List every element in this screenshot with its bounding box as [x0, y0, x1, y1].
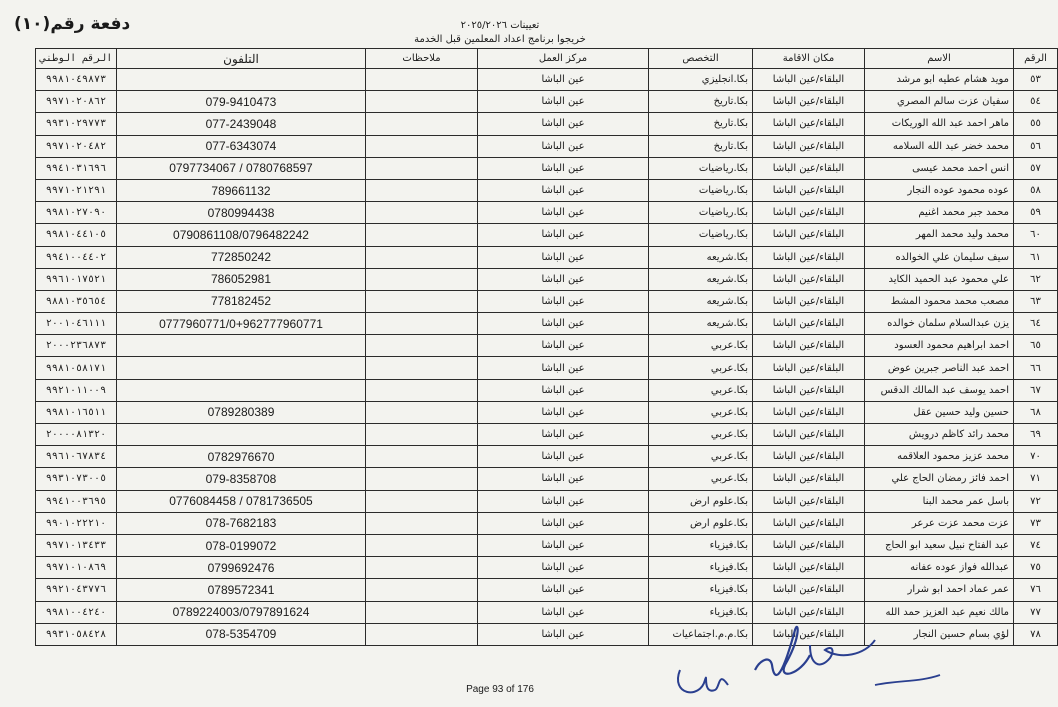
residence-cell: البلقاء/عين الباشا	[753, 246, 865, 268]
col-specialty: التخصص	[649, 49, 753, 69]
notes-cell	[366, 290, 478, 312]
residence-cell: البلقاء/عين الباشا	[753, 601, 865, 623]
table-row	[36, 512, 1058, 534]
table-row	[36, 157, 1058, 179]
workplace-cell: عين الباشا	[478, 246, 649, 268]
workplace-cell: عين الباشا	[478, 601, 649, 623]
specialty-cell: بكا.تاريخ	[649, 113, 753, 135]
residence-cell: البلقاء/عين الباشا	[753, 379, 865, 401]
residence-cell: البلقاء/عين الباشا	[753, 313, 865, 335]
national-id-cell: ٩٩٢١٠٤٣٧٧٦	[36, 579, 117, 601]
phone-cell	[117, 357, 366, 379]
number-cell: ٦٩	[1014, 424, 1058, 446]
name-cell: محمد وليد محمد المهر	[865, 224, 1014, 246]
specialty-cell: بكا.شريعه	[649, 246, 753, 268]
phone-cell: 772850242	[117, 246, 366, 268]
workplace-cell: عين الباشا	[478, 468, 649, 490]
phone-cell: 0797734067 / 0780768597	[117, 157, 366, 179]
residence-cell: البلقاء/عين الباشا	[753, 468, 865, 490]
national-id-cell: ٩٩٧١٠٢١٢٩١	[36, 179, 117, 201]
phone-cell: 778182452	[117, 290, 366, 312]
notes-cell	[366, 202, 478, 224]
table-row	[36, 424, 1058, 446]
notes-cell	[366, 157, 478, 179]
national-id-cell: ٩٩٧١٠٢٠٤٨٢	[36, 135, 117, 157]
notes-cell	[366, 557, 478, 579]
col-number: الرقم	[1014, 49, 1058, 69]
workplace-cell: عين الباشا	[478, 579, 649, 601]
phone-cell: 0780994438	[117, 202, 366, 224]
number-cell: ٦٦	[1014, 357, 1058, 379]
specialty-cell: بكا.علوم ارض	[649, 512, 753, 534]
table-row	[36, 290, 1058, 312]
residence-cell: البلقاء/عين الباشا	[753, 202, 865, 224]
phone-cell: 079-9410473	[117, 91, 366, 113]
number-cell: ٦٨	[1014, 401, 1058, 423]
national-id-cell: ٩٩٨١٠٤٤١٠٥	[36, 224, 117, 246]
workplace-cell: عين الباشا	[478, 335, 649, 357]
national-id-cell: ٢٠٠٠٠٨١٣٢٠	[36, 424, 117, 446]
col-residence: مكان الاقامة	[753, 49, 865, 69]
residence-cell: البلقاء/عين الباشا	[753, 224, 865, 246]
workplace-cell: عين الباشا	[478, 135, 649, 157]
national-id-cell: ٩٩٧١٠٢٠٨٦٢	[36, 91, 117, 113]
number-cell: ٦٧	[1014, 379, 1058, 401]
national-id-cell: ٩٩٣١٠٥٨٤٢٨	[36, 623, 117, 645]
name-cell: محمد خضر عبد الله السلامه	[865, 135, 1014, 157]
notes-cell	[366, 113, 478, 135]
document-heading-line1: تعيينات ٢٠٢٥/٢٠٢٦	[460, 20, 540, 31]
specialty-cell: بكا.م.م.اجتماعيات	[649, 623, 753, 645]
notes-cell	[366, 446, 478, 468]
table-row	[36, 268, 1058, 290]
number-cell: ٧٨	[1014, 623, 1058, 645]
notes-cell	[366, 224, 478, 246]
name-cell: لؤي بسام حسين النجار	[865, 623, 1014, 645]
name-cell: علي محمود عبد الحميد الكايد	[865, 268, 1014, 290]
residence-cell: البلقاء/عين الباشا	[753, 69, 865, 91]
phone-cell: 078-5354709	[117, 623, 366, 645]
residence-cell: البلقاء/عين الباشا	[753, 290, 865, 312]
number-cell: ٦٠	[1014, 224, 1058, 246]
appointments-table	[35, 48, 1058, 646]
national-id-cell: ٩٩٨١٠٥٨١٧١	[36, 357, 117, 379]
notes-cell	[366, 579, 478, 601]
residence-cell: البلقاء/عين الباشا	[753, 512, 865, 534]
table-row	[36, 91, 1058, 113]
specialty-cell: بكا.عربي	[649, 446, 753, 468]
table-row	[36, 579, 1058, 601]
number-cell: ٧٣	[1014, 512, 1058, 534]
name-cell: مويد هشام عطيه ابو مرشد	[865, 69, 1014, 91]
notes-cell	[366, 179, 478, 201]
table-row	[36, 446, 1058, 468]
national-id-cell: ٩٩٨١٠١٦٥١١	[36, 401, 117, 423]
notes-cell	[366, 135, 478, 157]
number-cell: ٧١	[1014, 468, 1058, 490]
phone-cell: 789661132	[117, 179, 366, 201]
national-id-cell: ٩٩٤١٠٠٤٤٠٢	[36, 246, 117, 268]
name-cell: عبد الفتاح نبيل سعيد ابو الحاج	[865, 534, 1014, 556]
number-cell: ٥٤	[1014, 91, 1058, 113]
table-row	[36, 202, 1058, 224]
residence-cell: البلقاء/عين الباشا	[753, 534, 865, 556]
phone-cell	[117, 424, 366, 446]
table-body	[36, 69, 1058, 646]
residence-cell: البلقاء/عين الباشا	[753, 424, 865, 446]
workplace-cell: عين الباشا	[478, 113, 649, 135]
table-row	[36, 246, 1058, 268]
col-national-id: الرقم الوطني	[36, 49, 117, 69]
notes-cell	[366, 379, 478, 401]
national-id-cell: ٩٩٨١٠٠٤٢٤٠	[36, 601, 117, 623]
table-row	[36, 135, 1058, 157]
number-cell: ٥٩	[1014, 202, 1058, 224]
name-cell: احمد ابراهيم محمود العسود	[865, 335, 1014, 357]
number-cell: ٧٥	[1014, 557, 1058, 579]
residence-cell: البلقاء/عين الباشا	[753, 557, 865, 579]
number-cell: ٧٦	[1014, 579, 1058, 601]
residence-cell: البلقاء/عين الباشا	[753, 157, 865, 179]
notes-cell	[366, 246, 478, 268]
notes-cell	[366, 424, 478, 446]
col-notes: ملاحظات	[366, 49, 478, 69]
national-id-cell: ٩٩٦١٠١٧٥٢١	[36, 268, 117, 290]
name-cell: ماهر احمد عبد الله الوريكات	[865, 113, 1014, 135]
workplace-cell: عين الباشا	[478, 557, 649, 579]
number-cell: ٧٧	[1014, 601, 1058, 623]
name-cell: مالك نعيم عبد العزيز حمد الله	[865, 601, 1014, 623]
workplace-cell: عين الباشا	[478, 69, 649, 91]
residence-cell: البلقاء/عين الباشا	[753, 357, 865, 379]
national-id-cell: ٩٩٧١٠١٣٤٣٣	[36, 534, 117, 556]
specialty-cell: بكا.عربي	[649, 401, 753, 423]
number-cell: ٦٤	[1014, 313, 1058, 335]
specialty-cell: بكا.رياضيات	[649, 157, 753, 179]
table-row	[36, 468, 1058, 490]
notes-cell	[366, 623, 478, 645]
national-id-cell: ٩٩٣١٠٧٣٠٠٥	[36, 468, 117, 490]
number-cell: ٧٠	[1014, 446, 1058, 468]
phone-cell: 0782976670	[117, 446, 366, 468]
workplace-cell: عين الباشا	[478, 401, 649, 423]
national-id-cell: ٢٠٠٠٢٣٦٨٧٣	[36, 335, 117, 357]
phone-cell: 0789224003/0797891624	[117, 601, 366, 623]
notes-cell	[366, 534, 478, 556]
table-header-row	[36, 49, 1058, 69]
table-row	[36, 357, 1058, 379]
specialty-cell: بكا.عربي	[649, 468, 753, 490]
phone-cell: 077-2439048	[117, 113, 366, 135]
phone-cell: 0789572341	[117, 579, 366, 601]
number-cell: ٥٦	[1014, 135, 1058, 157]
workplace-cell: عين الباشا	[478, 290, 649, 312]
residence-cell: البلقاء/عين الباشا	[753, 335, 865, 357]
number-cell: ٦٥	[1014, 335, 1058, 357]
national-id-cell: ٩٨٨١٠٣٥٦٥٤	[36, 290, 117, 312]
specialty-cell: بكا.عربي	[649, 424, 753, 446]
number-cell: ٦٣	[1014, 290, 1058, 312]
table-row	[36, 490, 1058, 512]
phone-cell: 0799692476	[117, 557, 366, 579]
residence-cell: البلقاء/عين الباشا	[753, 135, 865, 157]
residence-cell: البلقاء/عين الباشا	[753, 179, 865, 201]
table-row	[36, 69, 1058, 91]
name-cell: عوده محمود عوده النجار	[865, 179, 1014, 201]
notes-cell	[366, 512, 478, 534]
phone-cell	[117, 69, 366, 91]
notes-cell	[366, 401, 478, 423]
name-cell: عبدالله فواز عوده عفانه	[865, 557, 1014, 579]
national-id-cell: ٩٩٠١٠٢٢٢١٠	[36, 512, 117, 534]
number-cell: ٧٤	[1014, 534, 1058, 556]
name-cell: سفيان عزت سالم المصري	[865, 91, 1014, 113]
workplace-cell: عين الباشا	[478, 179, 649, 201]
name-cell: عمر عماد احمد ابو شرار	[865, 579, 1014, 601]
phone-cell: 786052981	[117, 268, 366, 290]
phone-cell: 079-8358708	[117, 468, 366, 490]
table-row	[36, 557, 1058, 579]
col-name: الاسم	[865, 49, 1014, 69]
phone-cell: 0777960771/0+962777960771	[117, 313, 366, 335]
national-id-cell: ٩٩٨١٠٢٧٠٩٠	[36, 202, 117, 224]
specialty-cell: بكا.انجليزي	[649, 69, 753, 91]
handwritten-signature	[660, 600, 950, 705]
table-row	[36, 335, 1058, 357]
notes-cell	[366, 313, 478, 335]
table-row	[36, 534, 1058, 556]
col-workplace: مركز العمل	[478, 49, 649, 69]
specialty-cell: بكا.علوم ارض	[649, 490, 753, 512]
batch-label: دفعة رقم(١٠)	[14, 14, 131, 34]
name-cell: احمد عبد الناصر جبرين عوض	[865, 357, 1014, 379]
workplace-cell: عين الباشا	[478, 424, 649, 446]
workplace-cell: عين الباشا	[478, 357, 649, 379]
name-cell: انس احمد محمد عيسى	[865, 157, 1014, 179]
national-id-cell: ٩٩٣١٠٢٩٧٧٣	[36, 113, 117, 135]
national-id-cell: ٩٩٨١٠٤٩٨٧٣	[36, 69, 117, 91]
table-row	[36, 313, 1058, 335]
name-cell: محمد رائد كاظم درويش	[865, 424, 1014, 446]
notes-cell	[366, 268, 478, 290]
name-cell: يزن عبدالسلام سلمان خوالده	[865, 313, 1014, 335]
residence-cell: البلقاء/عين الباشا	[753, 490, 865, 512]
notes-cell	[366, 490, 478, 512]
workplace-cell: عين الباشا	[478, 446, 649, 468]
number-cell: ٥٣	[1014, 69, 1058, 91]
notes-cell	[366, 335, 478, 357]
national-id-cell: ٩٩٧١٠١٠٨٦٩	[36, 557, 117, 579]
name-cell: محمد جبر محمد اغنيم	[865, 202, 1014, 224]
number-cell: ٥٧	[1014, 157, 1058, 179]
residence-cell: البلقاء/عين الباشا	[753, 91, 865, 113]
number-cell: ٦١	[1014, 246, 1058, 268]
notes-cell	[366, 91, 478, 113]
specialty-cell: بكا.رياضيات	[649, 202, 753, 224]
workplace-cell: عين الباشا	[478, 91, 649, 113]
workplace-cell: عين الباشا	[478, 313, 649, 335]
national-id-cell: ٩٩٢١٠١١٠٠٩	[36, 379, 117, 401]
col-phone: التلفون	[117, 49, 366, 69]
name-cell: باسل عمر محمد البنا	[865, 490, 1014, 512]
workplace-cell: عين الباشا	[478, 157, 649, 179]
specialty-cell: بكا.تاريخ	[649, 135, 753, 157]
phone-cell: 077-6343074	[117, 135, 366, 157]
number-cell: ٥٨	[1014, 179, 1058, 201]
number-cell: ٦٢	[1014, 268, 1058, 290]
workplace-cell: عين الباشا	[478, 534, 649, 556]
phone-cell: 0776084458 / 0781736505	[117, 490, 366, 512]
specialty-cell: بكا.عربي	[649, 379, 753, 401]
specialty-cell: بكا.شريعه	[649, 268, 753, 290]
specialty-cell: بكا.شريعه	[649, 290, 753, 312]
residence-cell: البلقاء/عين الباشا	[753, 401, 865, 423]
specialty-cell: بكا.فيزياء	[649, 557, 753, 579]
residence-cell: البلقاء/عين الباشا	[753, 113, 865, 135]
name-cell: محمد عزيز محمود العلاقمه	[865, 446, 1014, 468]
phone-cell: 0790861108/0796482242	[117, 224, 366, 246]
residence-cell: البلقاء/عين الباشا	[753, 579, 865, 601]
table-row	[36, 179, 1058, 201]
table-row	[36, 224, 1058, 246]
table-row	[36, 401, 1058, 423]
workplace-cell: عين الباشا	[478, 224, 649, 246]
phone-cell	[117, 335, 366, 357]
notes-cell	[366, 357, 478, 379]
specialty-cell: بكا.فيزياء	[649, 534, 753, 556]
specialty-cell: بكا.تاريخ	[649, 91, 753, 113]
name-cell: حسين وليد حسين عقل	[865, 401, 1014, 423]
workplace-cell: عين الباشا	[478, 268, 649, 290]
name-cell: عزت محمد عزت عرعر	[865, 512, 1014, 534]
number-cell: ٧٢	[1014, 490, 1058, 512]
number-cell: ٥٥	[1014, 113, 1058, 135]
specialty-cell: بكا.فيزياء	[649, 579, 753, 601]
residence-cell: البلقاء/عين الباشا	[753, 623, 865, 645]
workplace-cell: عين الباشا	[478, 379, 649, 401]
residence-cell: البلقاء/عين الباشا	[753, 268, 865, 290]
specialty-cell: بكا.عربي	[649, 335, 753, 357]
phone-cell: 078-0199072	[117, 534, 366, 556]
phone-cell	[117, 379, 366, 401]
notes-cell	[366, 468, 478, 490]
workplace-cell: عين الباشا	[478, 490, 649, 512]
specialty-cell: بكا.عربي	[649, 357, 753, 379]
notes-cell	[366, 601, 478, 623]
national-id-cell: ٩٩٤١٠٠٣٦٩٥	[36, 490, 117, 512]
specialty-cell: بكا.فيزياء	[649, 601, 753, 623]
name-cell: احمد فائز رمضان الحاج علي	[865, 468, 1014, 490]
workplace-cell: عين الباشا	[478, 623, 649, 645]
name-cell: احمد يوسف عبد المالك الدقس	[865, 379, 1014, 401]
name-cell: مصعب محمد محمود المشط	[865, 290, 1014, 312]
phone-cell: 0789280389	[117, 401, 366, 423]
table-row	[36, 379, 1058, 401]
specialty-cell: بكا.شريعه	[649, 313, 753, 335]
national-id-cell: ٩٩٤١٠٣١٦٩٦	[36, 157, 117, 179]
table-row	[36, 113, 1058, 135]
specialty-cell: بكا.رياضيات	[649, 224, 753, 246]
page-footer: Page 93 of 176	[466, 684, 534, 695]
workplace-cell: عين الباشا	[478, 512, 649, 534]
residence-cell: البلقاء/عين الباشا	[753, 446, 865, 468]
name-cell: سيف سليمان علي الخوالده	[865, 246, 1014, 268]
phone-cell: 078-7682183	[117, 512, 366, 534]
notes-cell	[366, 69, 478, 91]
national-id-cell: ٢٠٠١٠٤٦١١١	[36, 313, 117, 335]
workplace-cell: عين الباشا	[478, 202, 649, 224]
document-heading-line2: خريجوا برنامج اعداد المعلمين قبل الخدمة	[414, 34, 586, 45]
specialty-cell: بكا.رياضيات	[649, 179, 753, 201]
national-id-cell: ٩٩٦١٠٦٧٨٣٤	[36, 446, 117, 468]
